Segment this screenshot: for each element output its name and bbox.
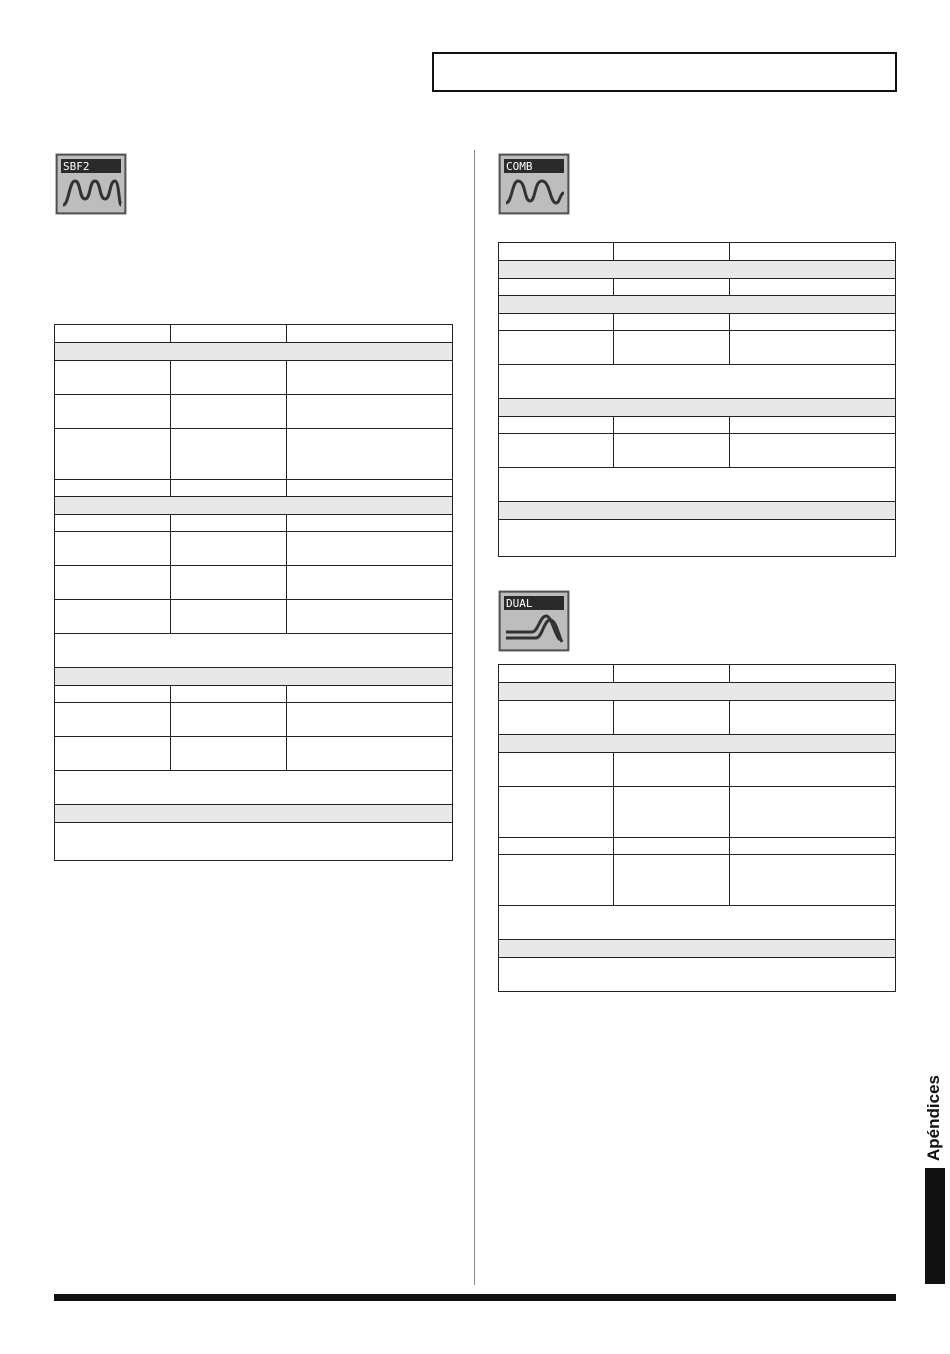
table-row (55, 515, 452, 532)
table-row (55, 737, 452, 771)
table-row (55, 703, 452, 737)
dual-filter-icon (498, 590, 568, 650)
section-side-label: Apéndices (924, 1075, 943, 1161)
table-section-row (499, 735, 895, 753)
table-header-row (499, 243, 895, 261)
icon-label-text: SBF2 (63, 160, 90, 173)
table-row (499, 855, 895, 906)
sbf2-parameter-table (54, 324, 453, 861)
table-note-row (499, 468, 895, 502)
table-note-row (55, 634, 452, 668)
table-row (55, 566, 452, 600)
table-row (499, 331, 895, 365)
table-section-row (499, 502, 895, 520)
table-section-row (499, 940, 895, 958)
table-row (55, 395, 452, 429)
table-section-row (55, 343, 452, 361)
table-header-row (55, 325, 452, 343)
comb-parameter-table (498, 242, 896, 557)
table-row (55, 361, 452, 395)
table-row (499, 279, 895, 296)
column-divider (474, 150, 475, 1285)
comb-filter-icon (498, 153, 568, 213)
table-section-row (55, 805, 452, 823)
table-row (499, 753, 895, 787)
table-row (499, 417, 895, 434)
table-note-row (499, 365, 895, 399)
table-header-row (499, 665, 895, 683)
table-section-row (55, 668, 452, 686)
table-section-row (499, 399, 895, 417)
chapter-header-box (432, 52, 897, 92)
table-row (499, 434, 895, 468)
table-row (499, 787, 895, 838)
icon-label-text: DUAL (506, 597, 533, 610)
table-row (55, 686, 452, 703)
table-row (55, 480, 452, 497)
table-row (55, 600, 452, 634)
dual-parameter-table (498, 664, 896, 992)
table-note-row (499, 906, 895, 940)
section-side-tab (925, 1168, 945, 1284)
icon-label-text: COMB (506, 160, 533, 173)
table-section-row (55, 497, 452, 515)
table-section-row (499, 261, 895, 279)
double-band-filter-icon (55, 153, 125, 213)
table-note-row (499, 520, 895, 554)
footer-rule (54, 1294, 896, 1301)
table-row (55, 429, 452, 480)
table-note-row (55, 771, 452, 805)
table-note-row (55, 823, 452, 857)
table-row (499, 701, 895, 735)
table-row (499, 314, 895, 331)
table-note-row (499, 958, 895, 991)
table-row (499, 838, 895, 855)
table-section-row (499, 683, 895, 701)
table-row (55, 532, 452, 566)
table-section-row (499, 296, 895, 314)
